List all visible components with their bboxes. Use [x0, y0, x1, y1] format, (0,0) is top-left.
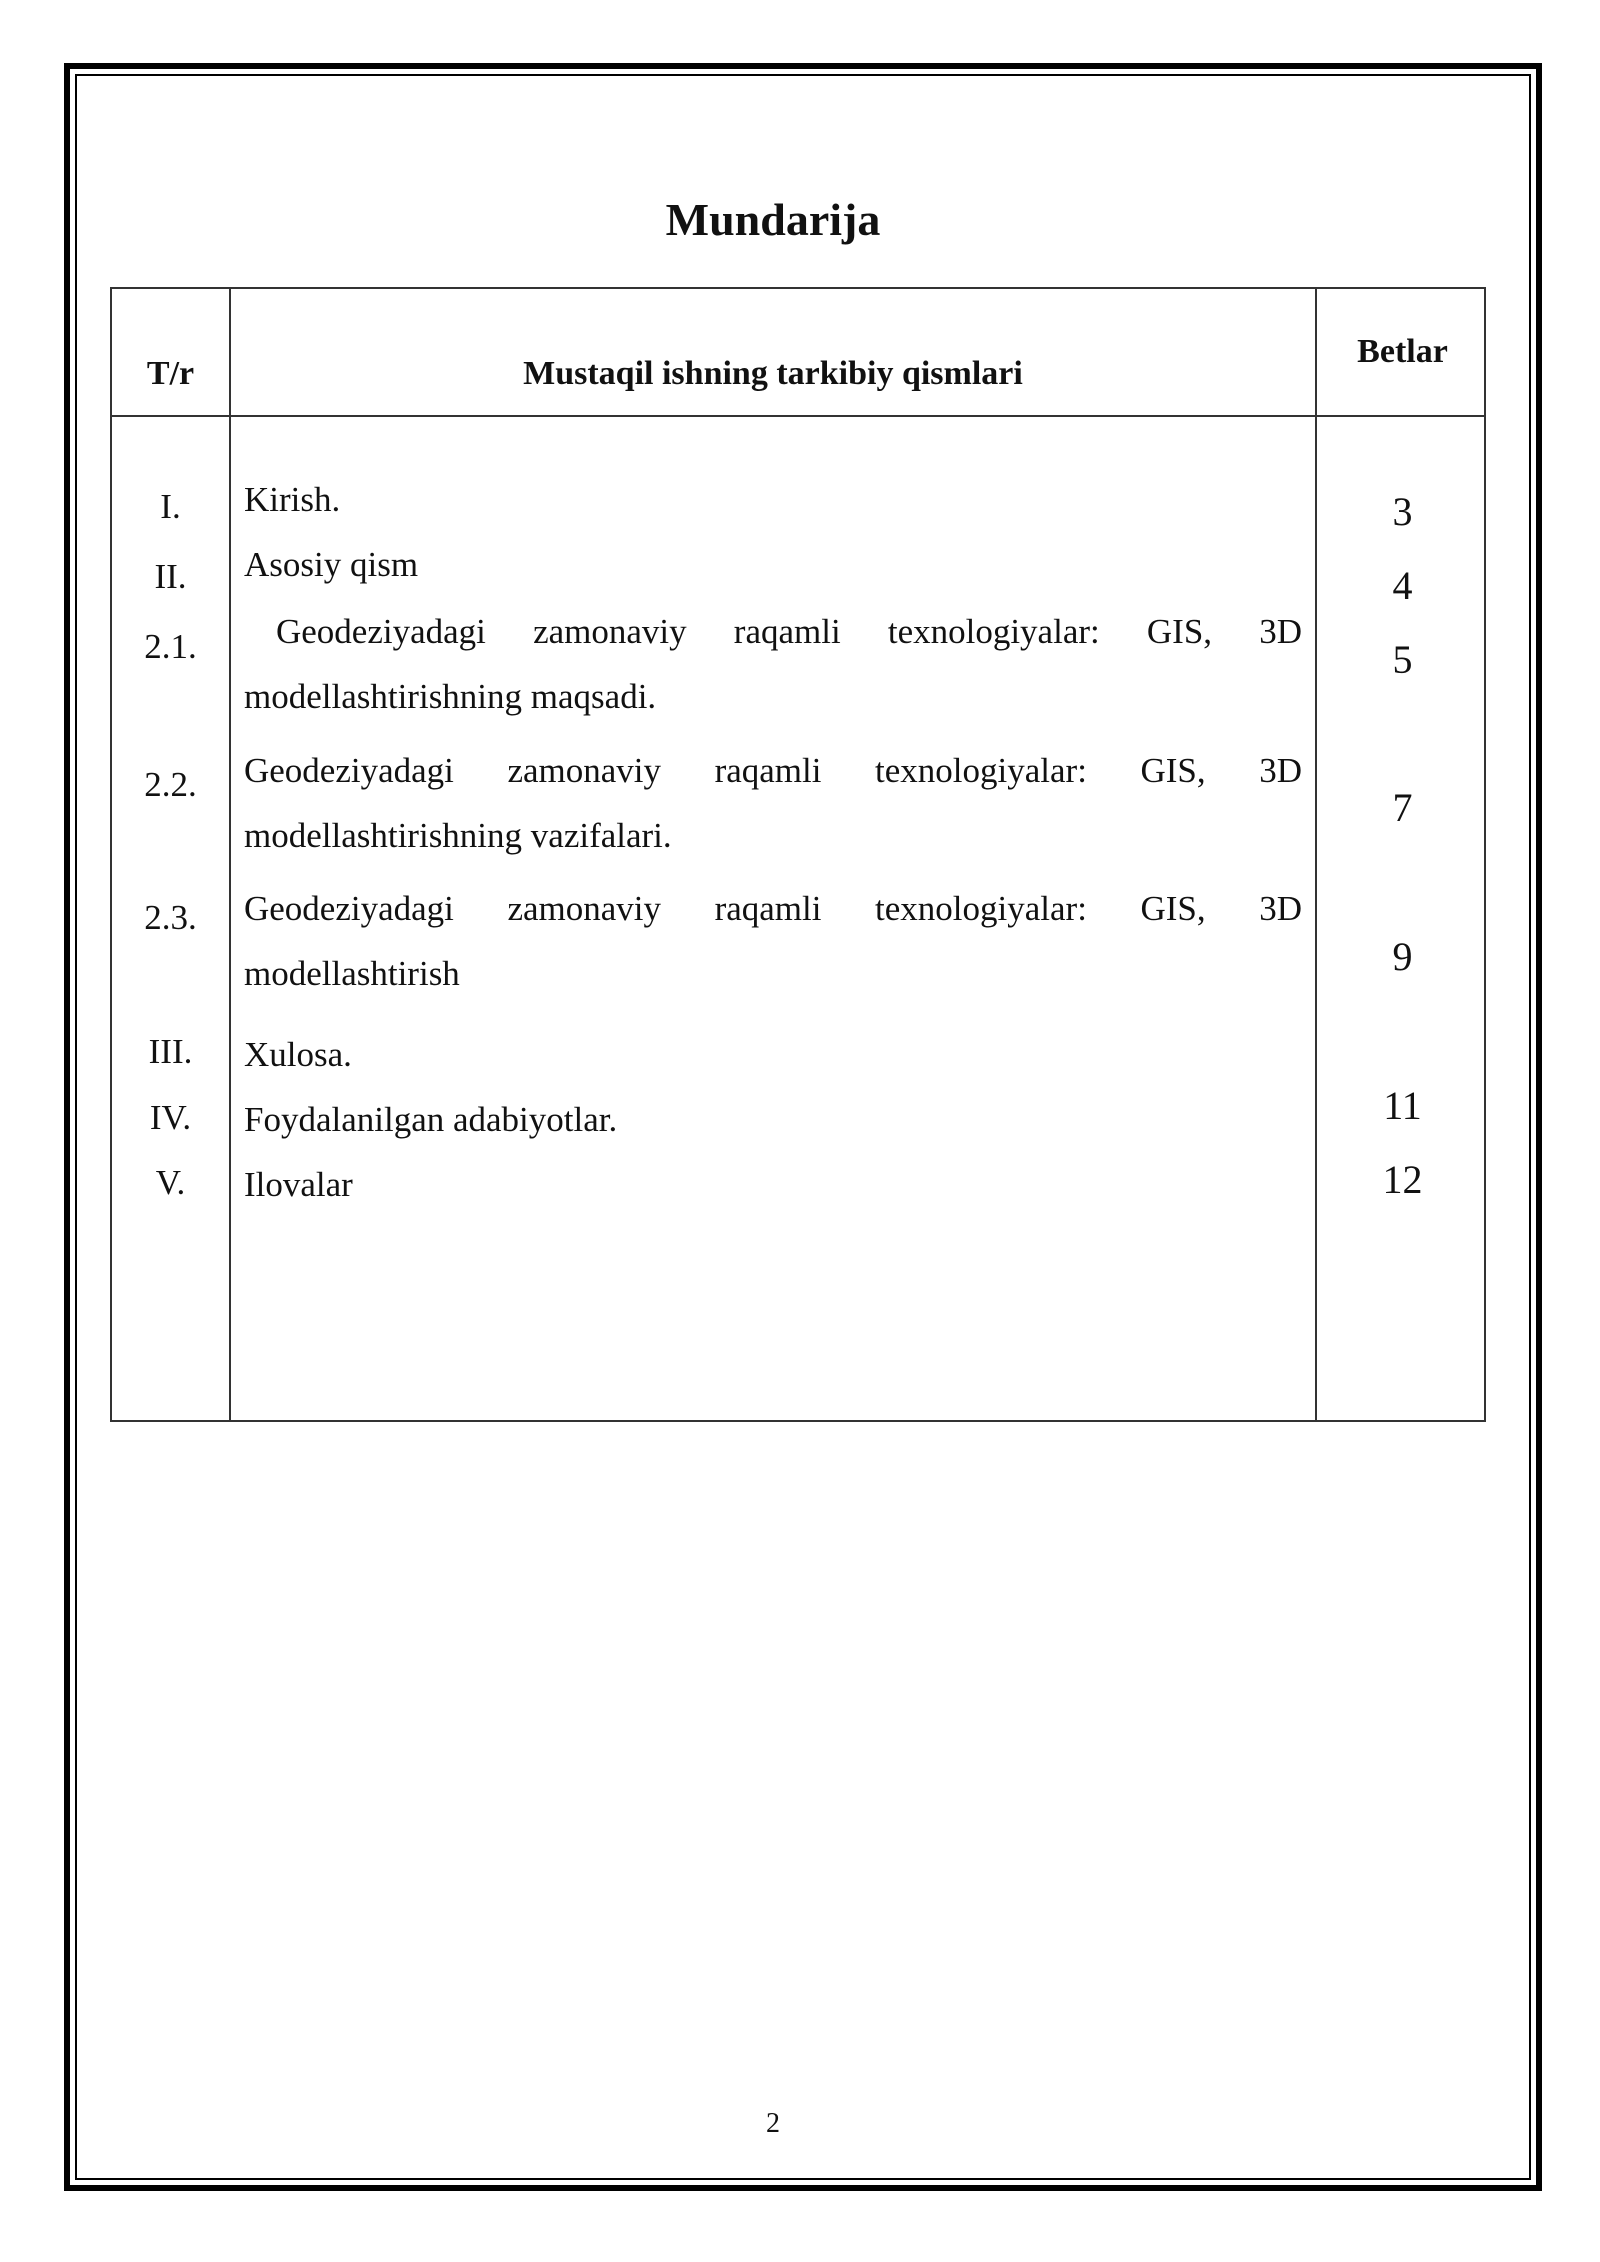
row-text: Geodeziyadagi zamonaviy raqamli texnologiyalar: GIS, 3D modellashtirishning vazifalari.: [244, 751, 1302, 855]
row-number: IV.: [149, 1098, 192, 1137]
row-page: 3: [1392, 489, 1413, 534]
row-number: 2.1.: [144, 627, 197, 666]
row-page: 11: [1383, 1083, 1422, 1128]
column-divider: [1315, 289, 1317, 1420]
row-number: V.: [155, 1163, 186, 1202]
page-title: Mundarija: [665, 194, 881, 245]
header-pages: Betlar: [1357, 333, 1448, 370]
header-number: T/r: [146, 355, 195, 392]
row-number: II.: [154, 557, 187, 596]
table-of-contents: [110, 287, 1486, 1422]
row-text: Kirish.: [244, 480, 341, 519]
row-text: Asosiy qism: [244, 545, 419, 584]
row-page: 7: [1392, 785, 1413, 830]
row-page: 4: [1392, 563, 1413, 608]
row-number: 2.3.: [144, 898, 197, 937]
row-page: 9: [1392, 934, 1413, 979]
row-text: Xulosa.: [244, 1035, 352, 1074]
column-divider: [229, 289, 231, 1420]
page-number: 2: [766, 2108, 780, 2139]
row-page: 5: [1392, 637, 1413, 682]
row-number: III.: [148, 1032, 193, 1071]
header-section: Mustaqil ishning tarkibiy qismlari: [523, 355, 1023, 392]
row-text: Foydalanilgan adabiyotlar.: [244, 1100, 618, 1139]
row-page: 12: [1382, 1157, 1423, 1202]
row-number: I.: [160, 487, 181, 526]
row-text: Ilovalar: [244, 1165, 353, 1204]
row-text: Geodeziyadagi zamonaviy raqamli texnologiyalar: GIS, 3D modellashtirishning maqsadi.: [244, 612, 1302, 716]
row-number: 2.2.: [144, 765, 197, 804]
header-divider: [112, 415, 1484, 417]
row-text: Geodeziyadagi zamonaviy raqamli texnologiyalar: GIS, 3D modellashtirish: [244, 889, 1302, 993]
